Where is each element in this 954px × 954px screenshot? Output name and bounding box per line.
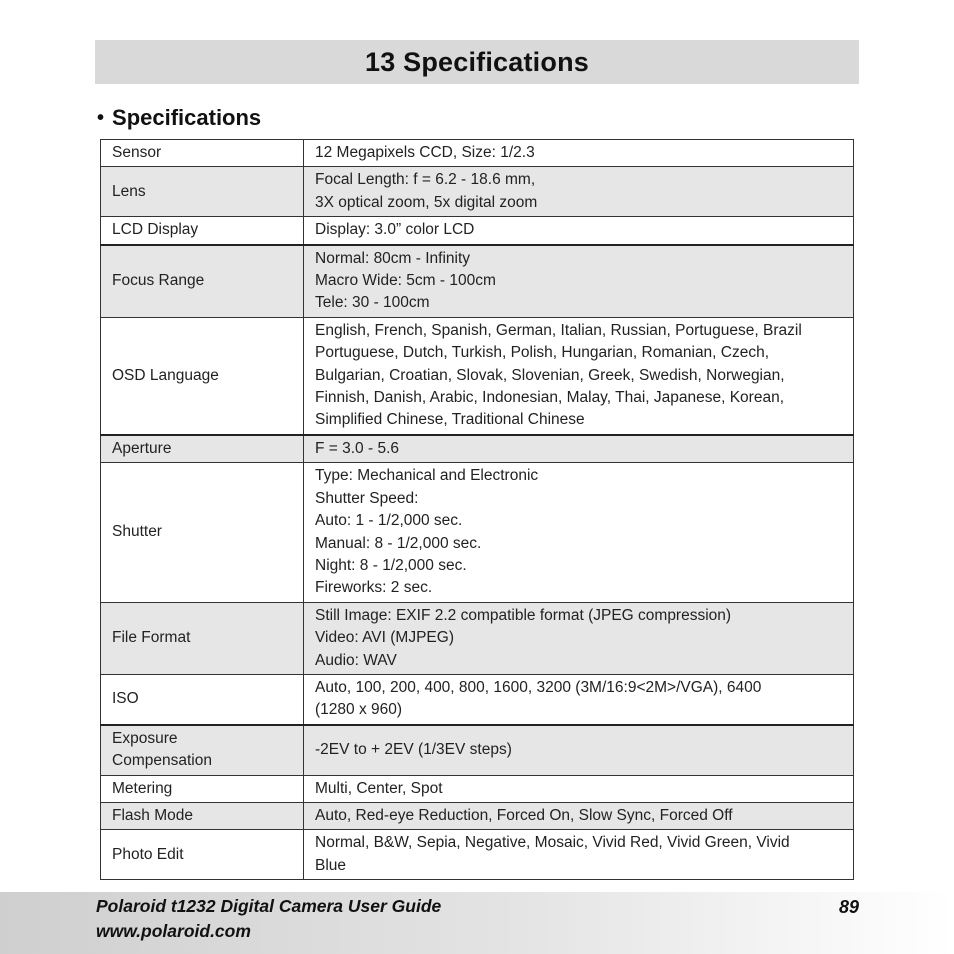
spec-label: LCD Display [101,217,304,245]
footer-guide-title: Polaroid t1232 Digital Camera User Guide [96,896,442,916]
spec-value-line: Shutter Speed: [315,489,419,507]
spec-value-line: Macro Wide: 5cm - 100cm [315,272,496,290]
footer-website-link[interactable]: www.polaroid.com [96,921,251,941]
spec-row-shutter [101,463,854,602]
spec-value-line: Finnish, Danish, Arabic, Indonesian, Malay, Thai, Japanese, Korean, [315,389,785,407]
spec-row-file-format [101,602,854,674]
spec-value [304,830,854,880]
chapter-title: 13 Specifications [365,46,589,77]
spec-value-line: F = 3.0 - 5.6 [315,439,400,457]
spec-label: Metering [101,775,304,802]
spec-value-line: Simplified Chinese, Traditional Chinese [315,411,585,429]
spec-value-line: Focal Length: f = 6.2 - 18.6 mm, [315,171,536,189]
spec-value [304,245,854,318]
spec-label: Lens [101,167,304,217]
spec-value-line: Multi, Center, Spot [315,779,443,797]
spec-row-lens [101,167,854,217]
spec-value [304,775,854,802]
spec-value [304,725,854,775]
spec-value-line: Fireworks: 2 sec. [315,579,433,597]
spec-value-line: Auto: 1 - 1/2,000 sec. [315,512,463,530]
spec-label: Photo Edit [101,830,304,880]
page-number: 89 [838,897,859,917]
spec-value-line: Bulgarian, Croatian, Slovak, Slovenian, Greek, Swedish, Norwegian, [315,366,785,384]
spec-value [304,602,854,674]
spec-label: Sensor [101,140,304,167]
spec-value-line: 3X optical zoom, 5x digital zoom [315,193,538,211]
spec-label: Flash Mode [101,802,304,829]
chapter-header-bar [95,40,859,84]
spec-value-line: Tele: 30 - 100cm [315,294,430,312]
bullet-icon: • [97,106,105,129]
spec-row-aperture [101,435,854,463]
spec-value-line: 12 Megapixels CCD, Size: 1/2.3 [315,144,535,161]
spec-row-lcd-display [101,217,854,245]
spec-value [304,167,854,217]
spec-label-line: Exposure [112,729,178,747]
spec-value [304,317,854,435]
spec-row-sensor [101,140,854,167]
spec-label: Aperture [101,435,304,463]
spec-value-line: Still Image: EXIF 2.2 compatible format (JPEG compression) [315,606,732,624]
spec-value-line: Audio: WAV [315,651,397,669]
spec-value-line: Blue [315,856,347,874]
spec-label-line: Compensation [112,752,212,770]
spec-value-line: Normal: 80cm - Infinity [315,249,471,267]
spec-value-line: Auto, 100, 200, 400, 800, 1600, 3200 (3M/16:9<2M>/VGA), 6400 [315,678,762,696]
spec-value-line: Normal, B&W, Sepia, Negative, Mosaic, Vivid Red, Vivid Green, Vivid [315,834,790,852]
spec-value-line: Portuguese, Dutch, Turkish, Polish, Hungarian, Romanian, Czech, [315,344,770,362]
spec-value-line: -2EV to + 2EV (1/3EV steps) [315,740,512,758]
spec-row-focus-range [101,245,854,318]
spec-value-line: Display: 3.0” color LCD [315,221,475,239]
spec-value [304,674,854,724]
spec-value [304,435,854,463]
spec-label: Focus Range [101,245,304,318]
spec-value-line: Video: AVI (MJPEG) [315,629,454,647]
spec-value-line: Night: 8 - 1/2,000 sec. [315,556,467,574]
spec-value-line: English, French, Spanish, German, Italian, Russian, Portuguese, Brazil [315,321,802,339]
spec-row-exposure-compensation [101,725,854,775]
specifications-table [100,139,854,880]
spec-label [101,725,304,775]
spec-label: Shutter [101,463,304,602]
spec-row-metering [101,775,854,802]
spec-value [304,802,854,829]
spec-row-photo-edit [101,830,854,880]
spec-value [304,217,854,245]
spec-row-osd-language [101,317,854,435]
section-title: Specifications [112,105,262,130]
spec-row-flash-mode [101,802,854,829]
spec-value [304,140,854,167]
spec-label: ISO [101,674,304,724]
spec-value-line: Auto, Red-eye Reduction, Forced On, Slow Sync, Forced Off [315,806,733,824]
spec-value [304,463,854,602]
spec-value-line: (1280 x 960) [315,701,403,719]
section-heading [97,103,261,133]
spec-value-line: Manual: 8 - 1/2,000 sec. [315,534,482,552]
spec-label: OSD Language [101,317,304,435]
spec-label: File Format [101,602,304,674]
spec-value-line: Type: Mechanical and Electronic [315,467,539,485]
spec-row-iso [101,674,854,724]
